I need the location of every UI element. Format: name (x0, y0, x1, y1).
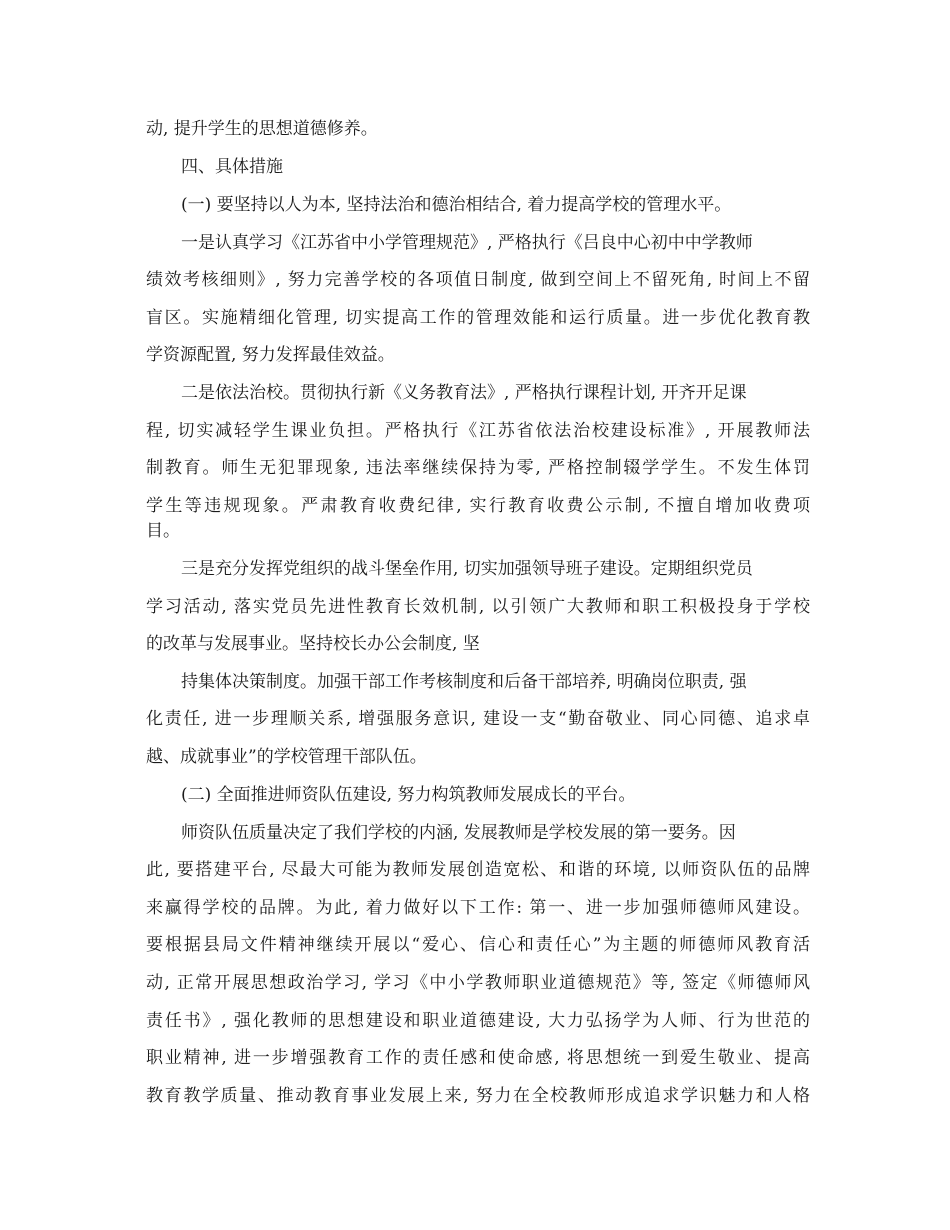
text-line: 绩效考核细则》, 努力完善学校的各项值日制度, 做到空间上不留死角, 时间上不留 (146, 270, 810, 290)
text-line: 来赢得学校的品牌。为此, 着力做好以下工作: 第一、进一步加强师德师风建设。 (146, 898, 810, 918)
text-line: 要根据县局文件精神继续开展以“爱心、信心和责任心”为主题的师德师风教育活 (146, 935, 810, 955)
text-line: 的改革与发展事业。坚持校长办公会制度, 坚 (146, 634, 480, 654)
text-line: 化责任, 进一步理顺关系, 增强服务意识, 建设一支“勤奋敬业、同心同德、追求卓 (146, 709, 810, 729)
text-line: 动, 正常开展思想政治学习, 学习《中小学教师职业道德规范》等, 签定《师德师风 (146, 973, 810, 993)
text-line: 制教育。师生无犯罪现象, 违法率继续保持为零, 严格控制辍学学生。不发生体罚 (146, 458, 810, 478)
text-line: 盲区。实施精细化管理, 切实提高工作的管理效能和运行质量。进一步优化教育教 (146, 308, 810, 328)
text-line: 责任书》, 强化教师的思想建设和职业道德建设, 大力弘扬学为人师、行为世范的 (146, 1011, 810, 1031)
text-line: 一是认真学习《江苏省中小学管理规范》, 严格执行《吕良中心初中中学教师 (181, 233, 753, 253)
text-line: 职业精神, 进一步增强教育工作的责任感和使命感, 将思想统一到爱生敬业、提高 (146, 1048, 810, 1068)
text-line: 师资队伍质量决定了我们学校的内涵, 发展教师是学校发展的第一要务。因 (181, 823, 736, 843)
subsection-heading: (二) 全面推进师资队伍建设, 努力构筑教师发展成长的平台。 (181, 785, 636, 805)
text-line: 学资源配置, 努力发挥最佳效益。 (146, 345, 395, 365)
text-line: 三是充分发挥党组织的战斗堡垒作用, 切实加强领导班子建设。定期组织党员 (181, 559, 753, 579)
text-line: 学习活动, 落实党员先进性教育长效机制, 以引领广大教师和职工积极投身于学校 (146, 597, 810, 617)
subsection-heading: (一) 要坚持以人为本, 坚持法治和德治相结合, 着力提高学校的管理水平。 (181, 195, 732, 215)
text-line: 目。 (146, 521, 180, 541)
text-line: 学生等违规现象。严肃教育收费纪律, 实行教育收费公示制, 不擅自增加收费项 (146, 496, 810, 516)
section-heading: 四、具体措施 (181, 157, 283, 177)
text-line: 此, 要搭建平台, 尽最大可能为教师发展创造宽松、和谐的环境, 以师资队伍的品牌 (146, 860, 810, 880)
text-line: 动, 提升学生的思想道德修养。 (146, 119, 378, 139)
text-line: 越、成就事业”的学校管理干部队伍。 (146, 747, 427, 767)
text-line: 二是依法治校。贯彻执行新《义务教育法》, 严格执行课程计划, 开齐开足课 (181, 383, 747, 403)
text-line: 教育教学质量、推动教育事业发展上来, 努力在全校教师形成追求学识魅力和人格 (146, 1086, 810, 1106)
text-line: 程, 切实减轻学生课业负担。严格执行《江苏省依法治校建设标准》, 开展教师法 (146, 421, 810, 441)
text-line: 持集体决策制度。加强干部工作考核制度和后备干部培养, 明确岗位职责, 强 (181, 672, 747, 692)
